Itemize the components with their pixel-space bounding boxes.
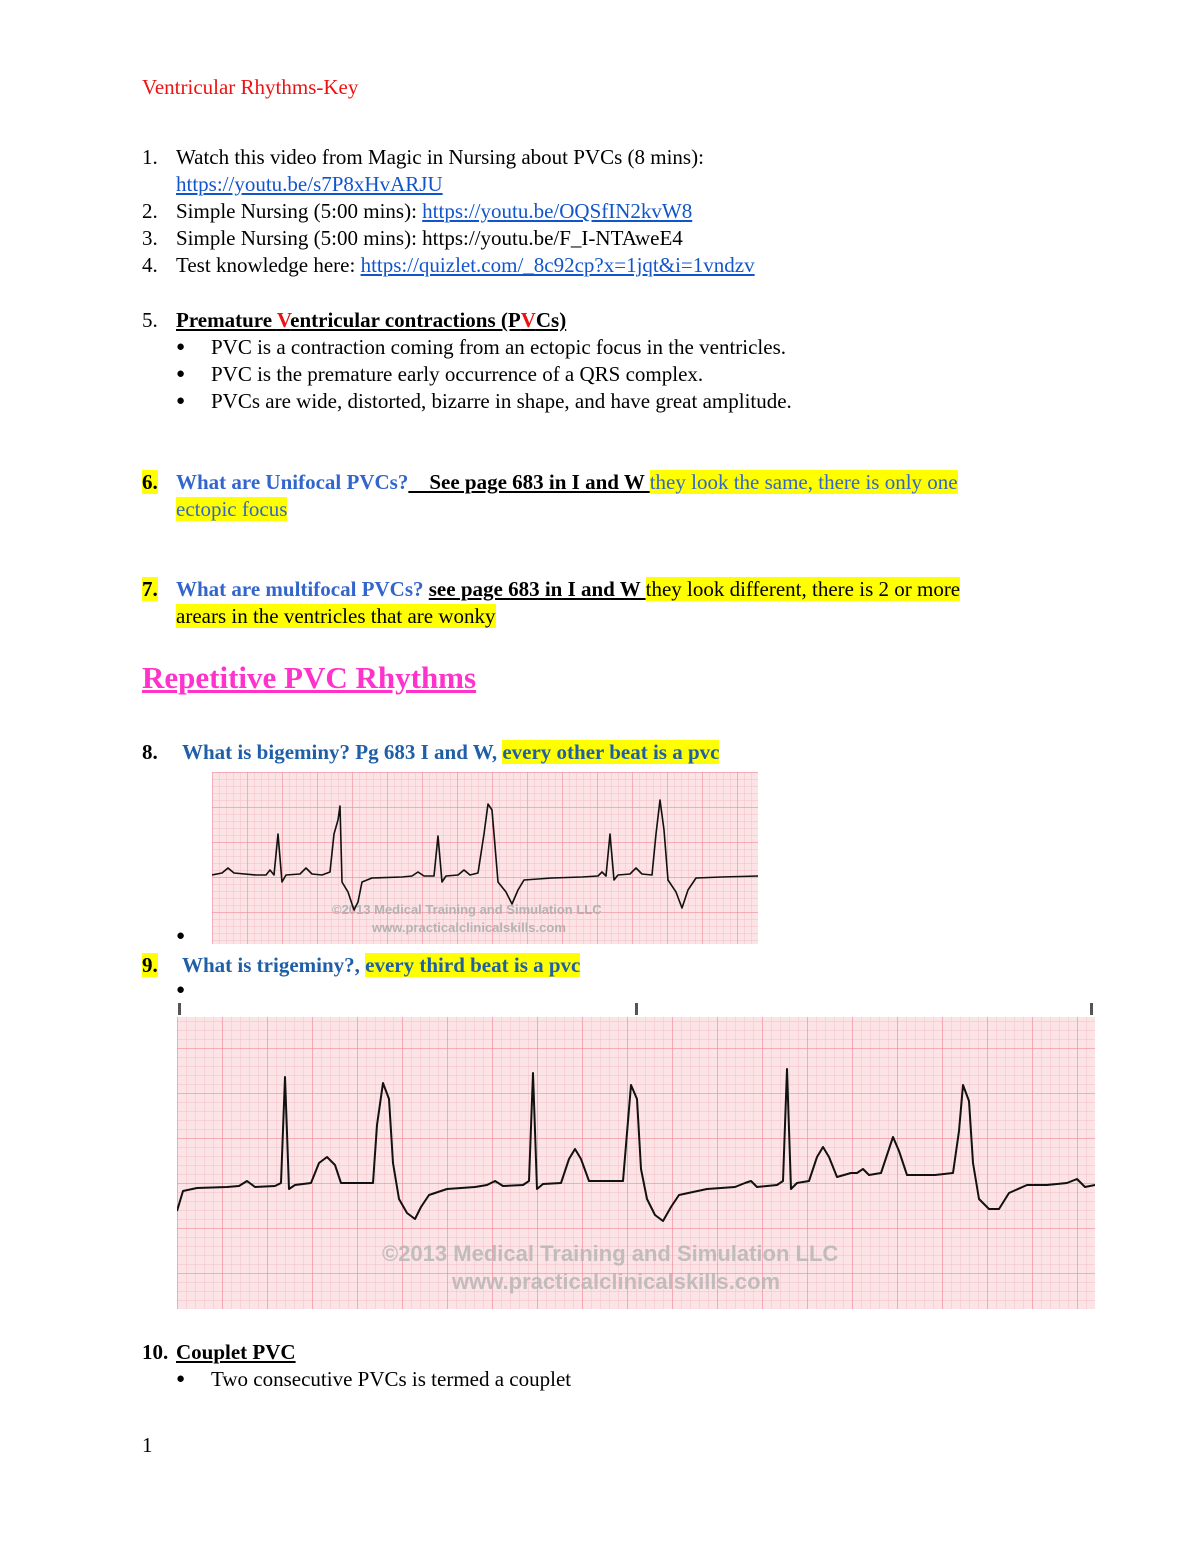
item2-video-link[interactable]: https://youtu.be/OQSfIN2kvW8	[422, 199, 693, 223]
document-title: Ventricular Rhythms-Key	[142, 75, 359, 99]
pvc-heading-part: entricular contractions (P	[290, 308, 521, 332]
unifocal-reference: See page 683 in I and W	[408, 470, 650, 494]
list-number-6	[142, 469, 158, 495]
pvc-bullet: PVCs are wide, distorted, bizarre in shape, and have great amplitude.	[211, 389, 792, 413]
pvc-heading-v: V	[520, 308, 536, 332]
unifocal-answer-cont: ectopic focus	[176, 497, 288, 521]
bullet-icon: ●	[176, 393, 186, 409]
page-number: 1	[142, 1433, 153, 1457]
list-number-3: 3.	[142, 226, 158, 250]
pvc-heading-part: Premature	[176, 308, 277, 332]
list-number-1: 1.	[142, 145, 158, 169]
multifocal-answer: they look different, there is 2 or more	[645, 577, 961, 601]
pvc-heading	[176, 307, 566, 333]
list-number-5: 5.	[142, 308, 158, 332]
item4-line	[176, 252, 755, 278]
item3-text: Simple Nursing (5:00 mins): https://youtu.be/F_I-NTAweE4	[176, 226, 683, 250]
item9-number: 9.	[142, 953, 158, 977]
list-number-2: 2.	[142, 199, 158, 223]
couplet-heading: Couplet PVC	[176, 1340, 296, 1364]
unifocal-answer: they look the same, there is only one	[649, 470, 958, 494]
list-number-7	[142, 576, 158, 602]
ecg-watermark: ©2013 Medical Training and Simulation LLC	[382, 1241, 839, 1266]
ecg-watermark: ©2013 Medical Training and Simulation LLC	[332, 902, 602, 917]
bigeminy-question: What is bigeminy? Pg 683 I and W,	[182, 740, 503, 764]
bullet-icon: ●	[176, 928, 186, 944]
item6-number: 6.	[142, 470, 158, 494]
item2-text: Simple Nursing (5:00 mins):	[176, 199, 423, 223]
bullet-icon: ●	[176, 1371, 186, 1387]
bigeminy-answer: every other beat is a pvc	[502, 740, 720, 764]
item1-video-link[interactable]: https://youtu.be/s7P8xHvARJU	[176, 172, 443, 196]
list-number-9	[142, 952, 158, 978]
item4-text: Test knowledge here:	[176, 253, 361, 277]
list-number-4: 4.	[142, 253, 158, 277]
list-number-10: 10.	[142, 1340, 169, 1364]
item8-line	[182, 739, 719, 765]
trigeminy-ecg-strip	[177, 1003, 1095, 1309]
section-heading: Repetitive PVC Rhythms	[142, 660, 477, 695]
timing-mark	[1090, 1003, 1093, 1015]
multifocal-question: What are multifocal PVCs?	[176, 577, 429, 601]
pvc-bullet: PVC is a contraction coming from an ectopic focus in the ventricles.	[211, 335, 787, 359]
list-number-8: 8.	[142, 740, 158, 764]
item9-line	[182, 952, 580, 978]
trigeminy-question: What is trigeminy?,	[182, 953, 366, 977]
multifocal-reference: see page 683 in I and W	[428, 577, 646, 601]
bullet-icon: ●	[176, 339, 186, 355]
timing-mark	[635, 1003, 638, 1015]
ecg-watermark: www.practicalclinicalskills.com	[372, 920, 566, 935]
bigeminy-ecg-strip	[212, 772, 758, 944]
couplet-bullet: Two consecutive PVCs is termed a couplet	[211, 1367, 572, 1391]
ecg-grid	[212, 772, 758, 944]
item7-line1	[176, 576, 960, 602]
trigeminy-answer: every third beat is a pvc	[365, 953, 581, 977]
item1-text: Watch this video from Magic in Nursing about PVCs (8 mins):	[176, 145, 704, 169]
item2-line	[176, 198, 692, 224]
pvc-bullet: PVC is the premature early occurrence of a QRS complex.	[211, 362, 704, 386]
pvc-heading-v: V	[276, 308, 291, 332]
timing-mark	[178, 1003, 181, 1015]
multifocal-answer-cont: arears in the ventricles that are wonky	[176, 604, 496, 628]
ecg-watermark: www.practicalclinicalskills.com	[452, 1269, 781, 1294]
item7-number: 7.	[142, 577, 158, 601]
unifocal-question: What are Unifocal PVCs?	[176, 470, 409, 494]
bullet-icon: ●	[176, 366, 186, 382]
item6-line1	[176, 469, 958, 495]
pvc-heading-part: Cs)	[535, 308, 567, 332]
quizlet-link[interactable]: https://quizlet.com/_8c92cp?x=1jqt&i=1vndzv	[360, 253, 755, 277]
bullet-icon: ●	[176, 982, 186, 998]
